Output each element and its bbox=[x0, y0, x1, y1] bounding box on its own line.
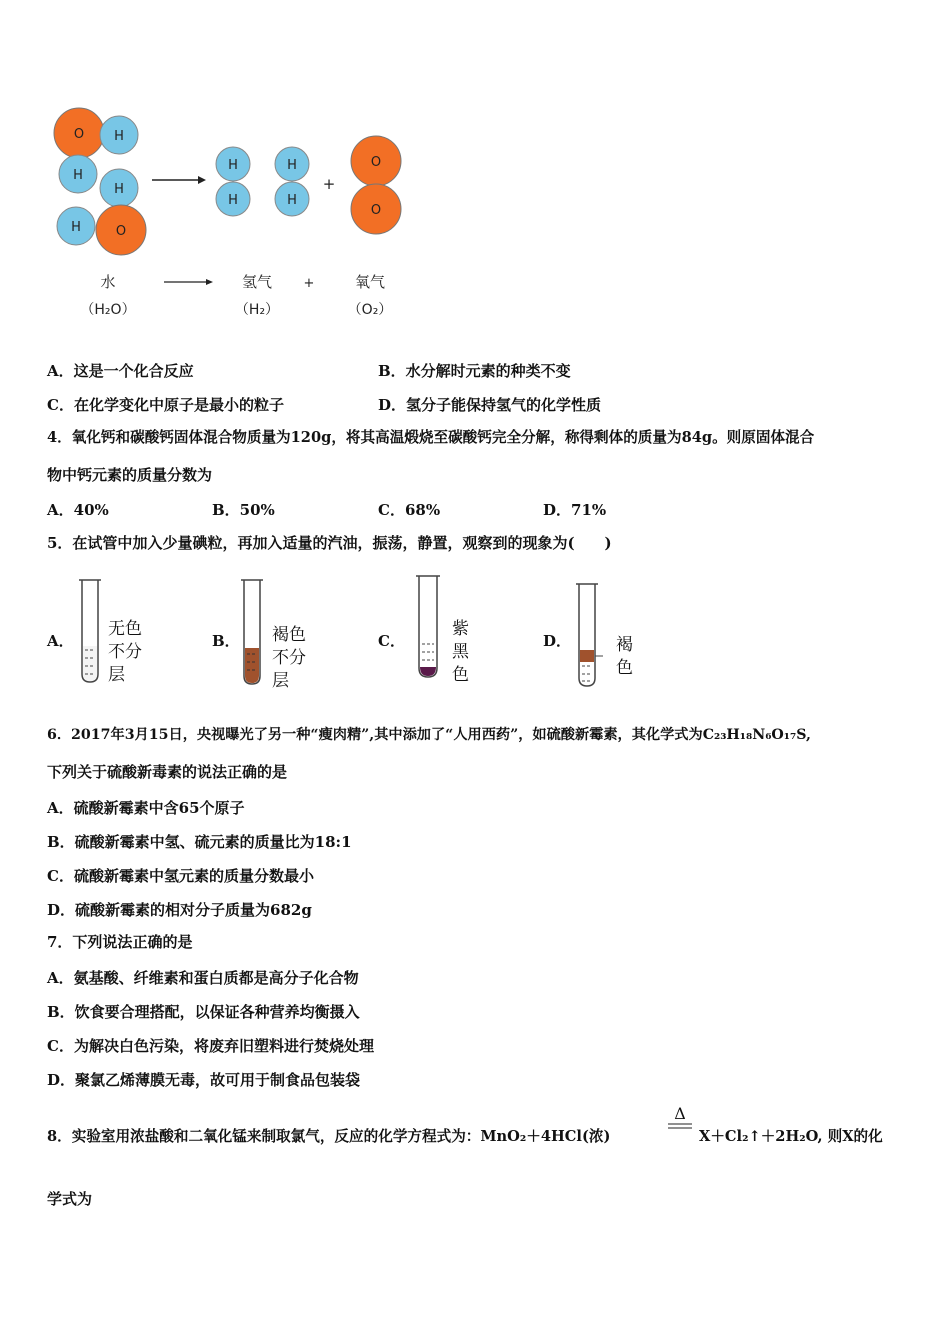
svg-text:O: O bbox=[370, 155, 382, 170]
q3-option-c: C．在化学变化中原子是最小的粒子 bbox=[47, 396, 284, 414]
q4-option-d: D．71% bbox=[543, 501, 607, 519]
q4-option-c: C．68% bbox=[378, 501, 441, 519]
product2-formula: （O₂） bbox=[347, 302, 393, 318]
q6-option-b: B．硫酸新霉素中氢、硫元素的质量比为18:1 bbox=[47, 833, 352, 851]
plus-sign: + bbox=[322, 175, 336, 193]
hydrogen-molecule-1 bbox=[216, 147, 250, 216]
product1-formula: （H₂） bbox=[234, 302, 280, 318]
q4-option-a: A．40% bbox=[47, 501, 109, 519]
q5-option-a-label: 无色 不分 层 bbox=[108, 619, 142, 685]
test-tube-b-icon bbox=[240, 578, 268, 688]
q7-option-d: D．聚氯乙烯薄膜无毒，故可用于制食品包装袋 bbox=[47, 1071, 361, 1089]
q6-stem-line1: 6．2017年3月15日，央视曝光了另一种“瘦肉精”,其中添加了“人用西药”，如硫酸新霉素，其化学式为C₂₃H₁₈N₆O₁₇S, bbox=[47, 727, 811, 743]
q7-stem: 7．下列说法正确的是 bbox=[47, 933, 193, 951]
reaction-arrow-icon bbox=[152, 176, 206, 184]
q4-stem-line2: 物中钙元素的质量分数为 bbox=[47, 466, 213, 484]
atom-label: H bbox=[114, 129, 124, 144]
water-decomposition-diagram bbox=[40, 100, 420, 340]
q7-option-b: B．饮食要合理搭配，以保证各种营养均衡摄入 bbox=[47, 1003, 360, 1021]
svg-text:H: H bbox=[287, 193, 297, 208]
water-molecule-2 bbox=[59, 155, 138, 207]
svg-text:H: H bbox=[71, 220, 81, 235]
q4-option-b: B．50% bbox=[212, 501, 275, 519]
q5-option-a-letter: A． bbox=[47, 632, 74, 650]
q8-equals-sign-icon bbox=[667, 1122, 693, 1130]
q5-option-c-letter: C． bbox=[378, 632, 405, 650]
svg-text:H: H bbox=[114, 182, 124, 197]
q8-stem-post: X＋Cl₂↑＋2H₂O, 则X的化 bbox=[699, 1128, 883, 1145]
svg-text:H: H bbox=[228, 193, 238, 208]
q5-stem: 5．在试管中加入少量碘粒，再加入适量的汽油，振荡，静置，观察到的现象为( ) bbox=[47, 534, 612, 552]
q8-stem-line2: 学式为 bbox=[47, 1190, 93, 1208]
water-molecule-1 bbox=[54, 108, 138, 158]
q5-option-c-label: 紫 黑 色 bbox=[452, 619, 469, 685]
test-tube-a-icon bbox=[78, 578, 106, 686]
svg-text:+: + bbox=[303, 276, 315, 291]
product2-label: 氧气 bbox=[354, 273, 386, 291]
q3-option-a: A．这是一个化合反应 bbox=[47, 362, 194, 380]
q7-option-a: A．氨基酸、纤维素和蛋白质都是高分子化合物 bbox=[47, 969, 359, 987]
q6-option-d: D．硫酸新霉素的相对分子质量为682g bbox=[47, 901, 312, 919]
q5-option-d-letter: D． bbox=[543, 632, 572, 650]
svg-text:H: H bbox=[73, 168, 83, 183]
reactant-formula: （H₂O） bbox=[80, 302, 136, 318]
svg-text:O: O bbox=[115, 224, 127, 239]
q5-option-d-label: 褐 色 bbox=[616, 635, 633, 678]
svg-text:H: H bbox=[228, 158, 238, 173]
reactant-label: 水 bbox=[100, 273, 116, 291]
q3-option-d: D．氢分子能保持氢气的化学性质 bbox=[378, 396, 602, 414]
q5-option-b-letter: B． bbox=[212, 632, 240, 650]
svg-text:O: O bbox=[370, 203, 382, 218]
test-tube-c-icon bbox=[414, 574, 444, 682]
q3-option-b: B．水分解时元素的种类不变 bbox=[378, 362, 571, 380]
q8-stem-pre: 8．实验室用浓盐酸和二氧化锰来制取氯气，反应的化学方程式为：MnO₂＋4HCl(浓) bbox=[47, 1128, 611, 1145]
product1-label: 氢气 bbox=[241, 273, 273, 291]
test-tube-d-icon bbox=[575, 582, 603, 690]
word-arrow-icon bbox=[164, 279, 213, 285]
q6-stem-line2: 下列关于硫酸新毒素的说法正确的是 bbox=[47, 763, 288, 781]
q4-stem-line1: 4．氧化钙和碳酸钙固体混合物质量为120g，将其高温煅烧至碳酸钙完全分解，称得剩体的质量为84g。则原固体混合 bbox=[47, 429, 815, 446]
atom-label: O bbox=[73, 127, 85, 142]
q6-formula: C₂₃H₁₈N₆O₁₇S, bbox=[702, 727, 811, 743]
q6-option-c: C．硫酸新霉素中氢元素的质量分数最小 bbox=[47, 867, 314, 885]
oxygen-molecule bbox=[351, 136, 401, 234]
q5-option-b-label: 褐色 不分 层 bbox=[272, 625, 306, 691]
q8-delta-symbol: Δ bbox=[674, 1104, 686, 1123]
hydrogen-molecule-2 bbox=[275, 147, 309, 216]
q7-option-c: C．为解决白色污染，将废弃旧塑料进行焚烧处理 bbox=[47, 1037, 374, 1055]
q6-option-a: A．硫酸新霉素中含65个原子 bbox=[47, 799, 245, 817]
svg-text:H: H bbox=[287, 158, 297, 173]
water-molecule-3 bbox=[57, 205, 146, 255]
